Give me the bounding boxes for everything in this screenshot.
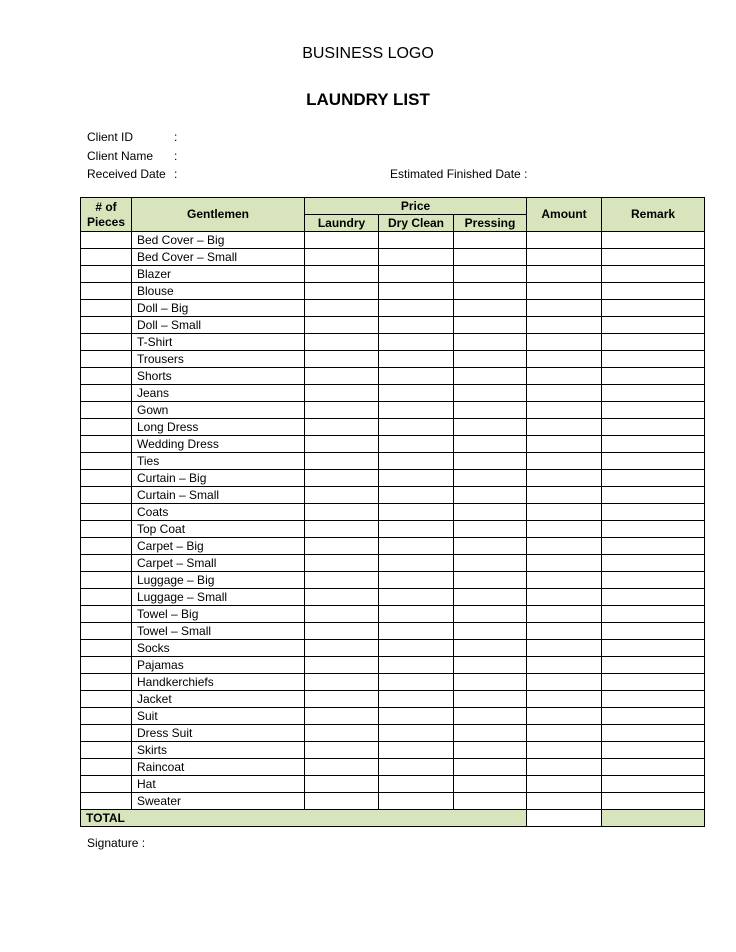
pieces-cell[interactable] (81, 708, 132, 725)
amount-cell[interactable] (527, 555, 602, 572)
dry-clean-price-cell[interactable] (379, 351, 454, 368)
laundry-price-cell[interactable] (305, 606, 379, 623)
item-name: Luggage – Small (132, 589, 305, 606)
pieces-cell[interactable] (81, 266, 132, 283)
dry-clean-price-cell[interactable] (379, 266, 454, 283)
received-date-row (87, 167, 177, 181)
remark-cell[interactable] (602, 640, 705, 657)
gentlemen-header: Gentlemen (132, 198, 305, 232)
dry-clean-price-cell[interactable] (379, 317, 454, 334)
item-name: Bed Cover – Small (132, 249, 305, 266)
table-row (81, 674, 705, 691)
pieces-cell[interactable] (81, 300, 132, 317)
amount-cell[interactable] (527, 300, 602, 317)
pressing-price-cell[interactable] (454, 555, 527, 572)
estimated-finished-date-label: Estimated Finished Date : (390, 167, 528, 181)
dry-clean-price-cell[interactable] (379, 538, 454, 555)
laundry-price-cell[interactable] (305, 759, 379, 776)
remark-cell[interactable] (602, 623, 705, 640)
pieces-cell[interactable] (81, 470, 132, 487)
table-row (81, 351, 705, 368)
laundry-price-cell[interactable] (305, 334, 379, 351)
client-id-colon: : (174, 130, 178, 144)
laundry-price-cell[interactable] (305, 266, 379, 283)
laundry-price-cell[interactable] (305, 572, 379, 589)
pressing-price-cell[interactable] (454, 742, 527, 759)
pieces-cell[interactable] (81, 419, 132, 436)
amount-cell[interactable] (527, 334, 602, 351)
pieces-cell[interactable] (81, 538, 132, 555)
item-name: Dress Suit (132, 725, 305, 742)
pieces-cell[interactable] (81, 487, 132, 504)
remark-cell[interactable] (602, 572, 705, 589)
laundry-price-cell[interactable] (305, 487, 379, 504)
remark-cell[interactable] (602, 742, 705, 759)
pressing-price-cell[interactable] (454, 419, 527, 436)
laundry-price-cell[interactable] (305, 402, 379, 419)
pieces-cell[interactable] (81, 623, 132, 640)
dry-clean-price-cell[interactable] (379, 674, 454, 691)
amount-cell[interactable] (527, 249, 602, 266)
item-name: Skirts (132, 742, 305, 759)
table-row (81, 419, 705, 436)
dry-clean-price-cell[interactable] (379, 572, 454, 589)
table-row (81, 691, 705, 708)
remark-cell[interactable] (602, 504, 705, 521)
table-row (81, 266, 705, 283)
remark-cell[interactable] (602, 521, 705, 538)
item-name: Towel – Big (132, 606, 305, 623)
pressing-price-cell[interactable] (454, 725, 527, 742)
item-name: Jeans (132, 385, 305, 402)
amount-cell[interactable] (527, 317, 602, 334)
item-name: Raincoat (132, 759, 305, 776)
pieces-cell[interactable] (81, 317, 132, 334)
amount-cell[interactable] (527, 708, 602, 725)
amount-cell[interactable] (527, 368, 602, 385)
client-name-colon: : (174, 149, 178, 163)
laundry-price-cell[interactable] (305, 419, 379, 436)
laundry-price-cell[interactable] (305, 521, 379, 538)
pieces-cell[interactable] (81, 572, 132, 589)
laundry-price-cell[interactable] (305, 657, 379, 674)
pieces-cell[interactable] (81, 691, 132, 708)
price-header: Price (305, 198, 527, 215)
pressing-price-cell[interactable] (454, 334, 527, 351)
table-row (81, 572, 705, 589)
item-name: Jacket (132, 691, 305, 708)
item-name: Coats (132, 504, 305, 521)
item-name: Hat (132, 776, 305, 793)
pieces-cell[interactable] (81, 521, 132, 538)
laundry-price-cell[interactable] (305, 725, 379, 742)
pressing-price-cell[interactable] (454, 368, 527, 385)
remark-cell[interactable] (602, 776, 705, 793)
amount-cell[interactable] (527, 640, 602, 657)
remark-cell[interactable] (602, 249, 705, 266)
pressing-price-cell[interactable] (454, 249, 527, 266)
total-label: TOTAL (81, 810, 527, 827)
dry-clean-price-cell[interactable] (379, 453, 454, 470)
amount-cell[interactable] (527, 606, 602, 623)
table-row (81, 470, 705, 487)
remark-cell[interactable] (602, 266, 705, 283)
dry-clean-price-cell[interactable] (379, 759, 454, 776)
total-row (81, 810, 705, 827)
item-name: T-Shirt (132, 334, 305, 351)
item-name: Sweater (132, 793, 305, 810)
dry-clean-price-cell[interactable] (379, 793, 454, 810)
pieces-cell[interactable] (81, 776, 132, 793)
table-row (81, 606, 705, 623)
item-name: Carpet – Big (132, 538, 305, 555)
client-name-row (87, 149, 177, 163)
laundry-price-cell[interactable] (305, 504, 379, 521)
table-row (81, 589, 705, 606)
amount-cell[interactable] (527, 487, 602, 504)
pressing-price-cell[interactable] (454, 385, 527, 402)
dry-clean-price-cell[interactable] (379, 640, 454, 657)
item-name: Luggage – Big (132, 572, 305, 589)
remark-cell[interactable] (602, 385, 705, 402)
amount-cell[interactable] (527, 657, 602, 674)
table-row (81, 300, 705, 317)
amount-cell[interactable] (527, 793, 602, 810)
remark-cell[interactable] (602, 453, 705, 470)
dry-clean-price-cell[interactable] (379, 436, 454, 453)
laundry-price-cell[interactable] (305, 708, 379, 725)
pieces-cell[interactable] (81, 504, 132, 521)
signature-label: Signature : (87, 836, 146, 850)
item-name: Top Coat (132, 521, 305, 538)
remark-cell[interactable] (602, 419, 705, 436)
amount-cell[interactable] (527, 521, 602, 538)
amount-cell[interactable] (527, 776, 602, 793)
amount-cell[interactable] (527, 419, 602, 436)
pressing-price-cell[interactable] (454, 793, 527, 810)
table-row (81, 538, 705, 555)
remark-cell[interactable] (602, 589, 705, 606)
pressing-price-cell[interactable] (454, 640, 527, 657)
amount-cell[interactable] (527, 623, 602, 640)
dry-clean-price-cell[interactable] (379, 555, 454, 572)
pieces-cell[interactable] (81, 385, 132, 402)
pressing-price-cell[interactable] (454, 402, 527, 419)
table-row (81, 232, 705, 249)
remark-cell[interactable] (602, 368, 705, 385)
pressing-price-cell[interactable] (454, 708, 527, 725)
table-row (81, 623, 705, 640)
table-row (81, 436, 705, 453)
laundry-price-cell[interactable] (305, 453, 379, 470)
remark-cell[interactable] (602, 606, 705, 623)
laundry-price-cell[interactable] (305, 351, 379, 368)
dry-clean-price-cell[interactable] (379, 708, 454, 725)
table-row (81, 708, 705, 725)
remark-cell[interactable] (602, 317, 705, 334)
amount-cell[interactable] (527, 691, 602, 708)
pieces-cell[interactable] (81, 674, 132, 691)
amount-cell[interactable] (527, 436, 602, 453)
pieces-cell[interactable] (81, 453, 132, 470)
remark-cell[interactable] (602, 674, 705, 691)
laundry-price-cell[interactable] (305, 436, 379, 453)
dry-clean-price-cell[interactable] (379, 623, 454, 640)
pieces-cell[interactable] (81, 283, 132, 300)
remark-header: Remark (602, 198, 705, 232)
laundry-price-cell[interactable] (305, 555, 379, 572)
dry-clean-price-cell[interactable] (379, 691, 454, 708)
amount-cell[interactable] (527, 538, 602, 555)
pieces-cell[interactable] (81, 759, 132, 776)
laundry-price-cell[interactable] (305, 589, 379, 606)
amount-cell[interactable] (527, 283, 602, 300)
item-name: Blouse (132, 283, 305, 300)
amount-cell[interactable] (527, 453, 602, 470)
pieces-cell[interactable] (81, 334, 132, 351)
table-row (81, 776, 705, 793)
remark-cell[interactable] (602, 657, 705, 674)
dry-clean-price-cell[interactable] (379, 283, 454, 300)
amount-cell[interactable] (527, 725, 602, 742)
remark-cell[interactable] (602, 334, 705, 351)
client-name-label: Client Name (87, 149, 154, 163)
pieces-header: # of Pieces (81, 198, 132, 232)
dry-clean-price-cell[interactable] (379, 368, 454, 385)
table-row (81, 555, 705, 572)
table-row (81, 487, 705, 504)
item-name: Wedding Dress (132, 436, 305, 453)
dry-clean-price-cell[interactable] (379, 385, 454, 402)
pieces-cell[interactable] (81, 589, 132, 606)
table-row (81, 368, 705, 385)
laundry-price-cell[interactable] (305, 385, 379, 402)
remark-cell[interactable] (602, 402, 705, 419)
pieces-cell[interactable] (81, 249, 132, 266)
amount-cell[interactable] (527, 742, 602, 759)
laundry-price-cell[interactable] (305, 368, 379, 385)
dry-clean-price-cell[interactable] (379, 589, 454, 606)
pieces-cell[interactable] (81, 640, 132, 657)
amount-cell[interactable] (527, 759, 602, 776)
laundry-price-cell[interactable] (305, 640, 379, 657)
remark-cell[interactable] (602, 436, 705, 453)
item-name: Pajamas (132, 657, 305, 674)
table-row (81, 725, 705, 742)
pressing-price-cell[interactable] (454, 521, 527, 538)
item-name: Blazer (132, 266, 305, 283)
dry-clean-price-cell[interactable] (379, 232, 454, 249)
item-name: Socks (132, 640, 305, 657)
table-row (81, 657, 705, 674)
pressing-price-cell[interactable] (454, 266, 527, 283)
pressing-price-cell[interactable] (454, 572, 527, 589)
laundry-price-cell[interactable] (305, 623, 379, 640)
pieces-cell[interactable] (81, 436, 132, 453)
dry-clean-price-cell[interactable] (379, 776, 454, 793)
pressing-price-cell[interactable] (454, 470, 527, 487)
amount-cell[interactable] (527, 402, 602, 419)
pieces-cell[interactable] (81, 368, 132, 385)
pieces-cell[interactable] (81, 657, 132, 674)
laundry-table (80, 197, 705, 827)
table-row (81, 317, 705, 334)
dry-clean-price-cell[interactable] (379, 725, 454, 742)
item-name: Doll – Small (132, 317, 305, 334)
laundry-price-cell[interactable] (305, 691, 379, 708)
amount-cell[interactable] (527, 504, 602, 521)
laundry-price-cell[interactable] (305, 470, 379, 487)
item-name: Trousers (132, 351, 305, 368)
pressing-price-cell[interactable] (454, 606, 527, 623)
dry-clean-price-cell[interactable] (379, 249, 454, 266)
item-name: Carpet – Small (132, 555, 305, 572)
pressing-price-cell[interactable] (454, 759, 527, 776)
table-row (81, 249, 705, 266)
table-row (81, 402, 705, 419)
amount-cell[interactable] (527, 266, 602, 283)
laundry-header: Laundry (305, 215, 379, 232)
remark-cell[interactable] (602, 759, 705, 776)
item-name: Bed Cover – Big (132, 232, 305, 249)
pressing-price-cell[interactable] (454, 453, 527, 470)
client-id-label: Client ID (87, 130, 134, 144)
pieces-cell[interactable] (81, 606, 132, 623)
page-title: LAUNDRY LIST (306, 90, 430, 109)
pieces-cell[interactable] (81, 725, 132, 742)
table-row (81, 793, 705, 810)
laundry-price-cell[interactable] (305, 538, 379, 555)
dry-clean-price-cell[interactable] (379, 657, 454, 674)
table-row (81, 521, 705, 538)
pressing-price-cell[interactable] (454, 538, 527, 555)
remark-cell[interactable] (602, 351, 705, 368)
table-row (81, 283, 705, 300)
table-row (81, 334, 705, 351)
table-row (81, 453, 705, 470)
pressing-price-cell[interactable] (454, 436, 527, 453)
dry-clean-price-cell[interactable] (379, 606, 454, 623)
pressing-price-cell[interactable] (454, 691, 527, 708)
dry-clean-price-cell[interactable] (379, 470, 454, 487)
dry-clean-header: Dry Clean (379, 215, 454, 232)
item-name: Curtain – Small (132, 487, 305, 504)
client-id-row (87, 130, 177, 144)
received-date-colon: : (174, 167, 178, 181)
item-name: Doll – Big (132, 300, 305, 317)
amount-header: Amount (527, 198, 602, 232)
remark-cell[interactable] (602, 283, 705, 300)
pressing-price-cell[interactable] (454, 351, 527, 368)
pressing-price-cell[interactable] (454, 623, 527, 640)
dry-clean-price-cell[interactable] (379, 742, 454, 759)
remark-cell[interactable] (602, 470, 705, 487)
table-row (81, 385, 705, 402)
total-amount-cell[interactable] (527, 810, 602, 827)
received-date-label: Received Date (87, 167, 166, 181)
remark-cell[interactable] (602, 708, 705, 725)
pressing-price-cell[interactable] (454, 674, 527, 691)
dry-clean-price-cell[interactable] (379, 521, 454, 538)
laundry-price-cell[interactable] (305, 317, 379, 334)
laundry-price-cell[interactable] (305, 283, 379, 300)
amount-cell[interactable] (527, 470, 602, 487)
remark-cell[interactable] (602, 793, 705, 810)
amount-cell[interactable] (527, 232, 602, 249)
pieces-cell[interactable] (81, 351, 132, 368)
item-name: Towel – Small (132, 623, 305, 640)
dry-clean-price-cell[interactable] (379, 487, 454, 504)
table-row (81, 504, 705, 521)
table-row (81, 640, 705, 657)
item-name: Suit (132, 708, 305, 725)
pieces-cell[interactable] (81, 793, 132, 810)
amount-cell[interactable] (527, 351, 602, 368)
remark-cell[interactable] (602, 300, 705, 317)
pressing-header: Pressing (454, 215, 527, 232)
pressing-price-cell[interactable] (454, 317, 527, 334)
laundry-price-cell[interactable] (305, 249, 379, 266)
pressing-price-cell[interactable] (454, 589, 527, 606)
dry-clean-price-cell[interactable] (379, 504, 454, 521)
item-name: Long Dress (132, 419, 305, 436)
item-name: Shorts (132, 368, 305, 385)
amount-cell[interactable] (527, 385, 602, 402)
dry-clean-price-cell[interactable] (379, 402, 454, 419)
pieces-cell[interactable] (81, 232, 132, 249)
remark-cell[interactable] (602, 691, 705, 708)
amount-cell[interactable] (527, 572, 602, 589)
pressing-price-cell[interactable] (454, 776, 527, 793)
remark-cell[interactable] (602, 487, 705, 504)
item-name: Curtain – Big (132, 470, 305, 487)
pressing-price-cell[interactable] (454, 657, 527, 674)
laundry-price-cell[interactable] (305, 793, 379, 810)
remark-cell[interactable] (602, 538, 705, 555)
pressing-price-cell[interactable] (454, 487, 527, 504)
laundry-price-cell[interactable] (305, 300, 379, 317)
laundry-price-cell[interactable] (305, 776, 379, 793)
item-name: Gown (132, 402, 305, 419)
business-logo: BUSINESS LOGO (302, 45, 434, 62)
pressing-price-cell[interactable] (454, 232, 527, 249)
laundry-price-cell[interactable] (305, 674, 379, 691)
remark-cell[interactable] (602, 232, 705, 249)
total-remark-cell (602, 810, 705, 827)
amount-cell[interactable] (527, 589, 602, 606)
remark-cell[interactable] (602, 555, 705, 572)
item-name: Handkerchiefs (132, 674, 305, 691)
dry-clean-price-cell[interactable] (379, 419, 454, 436)
amount-cell[interactable] (527, 674, 602, 691)
pieces-cell[interactable] (81, 555, 132, 572)
pressing-price-cell[interactable] (454, 300, 527, 317)
pressing-price-cell[interactable] (454, 283, 527, 300)
laundry-price-cell[interactable] (305, 742, 379, 759)
dry-clean-price-cell[interactable] (379, 300, 454, 317)
pieces-cell[interactable] (81, 742, 132, 759)
pieces-cell[interactable] (81, 402, 132, 419)
laundry-price-cell[interactable] (305, 232, 379, 249)
table-row (81, 759, 705, 776)
table-row (81, 742, 705, 759)
dry-clean-price-cell[interactable] (379, 334, 454, 351)
pressing-price-cell[interactable] (454, 504, 527, 521)
item-name: Ties (132, 453, 305, 470)
remark-cell[interactable] (602, 725, 705, 742)
